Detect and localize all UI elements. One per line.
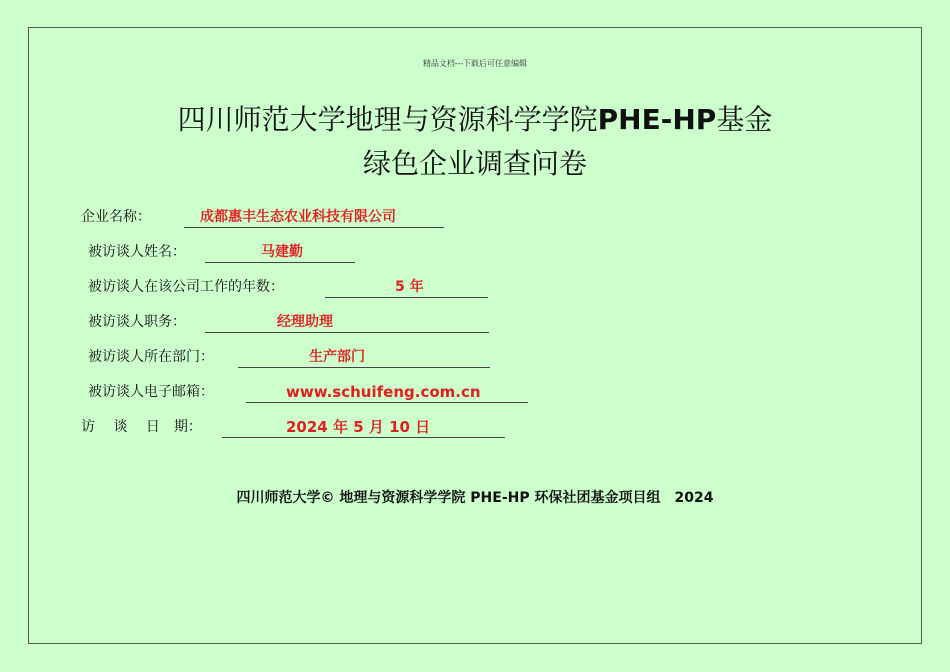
years-row <box>88 277 498 297</box>
interview-date-field[interactable] <box>222 417 505 438</box>
email-row <box>88 382 538 402</box>
footer-text: 四川师范大学© 地理与资源科学学院 PHE-HP 环保社团基金项目组 2024 <box>236 490 714 506</box>
document-title <box>0 103 950 137</box>
position-row <box>88 312 498 332</box>
department-field[interactable] <box>238 347 490 368</box>
email-label: 被访谈人电子邮箱： <box>88 384 214 400</box>
years-label: 被访谈人在该公司工作的年数： <box>88 279 284 295</box>
company-name-value: 成都惠丰生态农业科技有限公司 <box>200 209 396 225</box>
interviewee-name-label: 被访谈人姓名： <box>88 244 186 260</box>
years-field[interactable] <box>325 277 488 298</box>
company-name-label: 企业名称： <box>81 209 151 225</box>
years-value: 5 年 <box>395 279 424 295</box>
interview-date-value: 2024 年 5 月 10 日 <box>286 418 431 436</box>
position-label: 被访谈人职务： <box>88 314 186 330</box>
department-label: 被访谈人所在部门： <box>88 349 214 365</box>
department-value: 生产部门 <box>309 349 365 365</box>
interview-date-row <box>81 417 511 437</box>
position-field[interactable] <box>205 312 489 333</box>
title-latin: PHE-HP <box>597 103 717 136</box>
interviewee-name-value: 马建勤 <box>261 244 303 260</box>
company-name-field[interactable] <box>184 207 444 228</box>
interviewee-name-row <box>88 242 368 262</box>
header-note: 精品文档---下载后可任意编辑 <box>422 59 528 68</box>
email-value: www.schuifeng.com.cn <box>286 383 481 401</box>
email-field[interactable] <box>246 382 528 403</box>
interview-date-label: 访 谈 日 期： <box>81 419 202 435</box>
interviewee-name-field[interactable] <box>205 242 355 263</box>
position-value: 经理助理 <box>277 314 333 330</box>
department-row <box>88 347 498 367</box>
title-suffix: 基金 <box>716 103 773 136</box>
title-prefix: 四川师范大学地理与资源科学学院 <box>177 103 598 136</box>
company-name-row <box>81 207 461 227</box>
document-subtitle: 绿色企业调查问卷 <box>362 147 587 180</box>
